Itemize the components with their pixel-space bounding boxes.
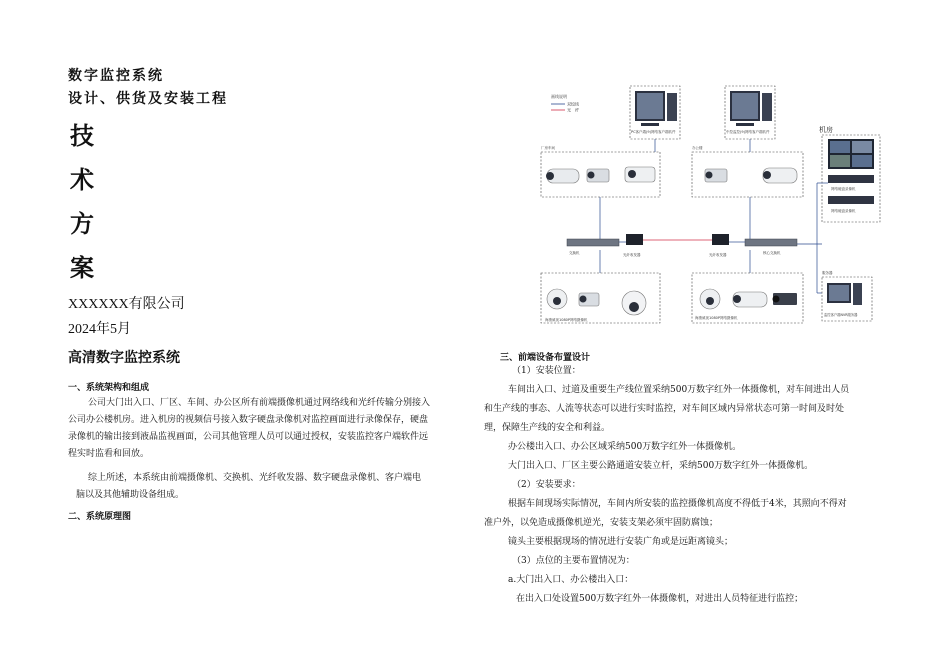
video-wall-screen — [830, 141, 850, 153]
factory-label: 厂房车间 — [541, 146, 555, 150]
body-line: （2）安装要求： — [512, 480, 581, 490]
para1-line: 录像机的输出接到液晶监视画面，公司其他管理人员可以通过授权，安装监控客户端软件远 — [68, 432, 429, 442]
fiber-left-label: 光纤收发器 — [623, 253, 641, 257]
dome-camera-icon — [547, 289, 567, 309]
nvr2-label: 网络硬盘录像机 — [831, 209, 856, 213]
video-wall-screen — [852, 141, 872, 153]
body-line: 根据车间现场实际情况，车间内所安装的监控摄像机高度不得低于4米，其照向不得对 — [508, 499, 847, 509]
video-wall-screen — [830, 155, 850, 167]
body-line: 办公楼出入口、办公区域采纳500万数字红外一体摄像机。 — [508, 442, 742, 452]
server-sub-label: 监控客户端NVR服务器 — [824, 313, 858, 317]
section1-title: 一、系统架构和组成 — [68, 383, 150, 393]
monitor-screen — [637, 93, 663, 119]
pc-tower-icon — [853, 283, 862, 305]
camera-icon — [579, 293, 599, 306]
section3-body — [484, 362, 896, 609]
cover-title-line1: 数字监控系统 — [68, 68, 164, 84]
cam-right-label: 海康威视1080P网络摄像机 — [695, 316, 738, 320]
keyboard-icon — [736, 123, 754, 126]
client-right-label: 中控监控(9)网络客户端软件 — [726, 130, 770, 134]
switch-icon — [567, 239, 619, 246]
para2-line: 综上所述，本系统由前端摄像机、交换机、光纤收发器、数字硬盘录像机、客户端电 — [88, 473, 422, 483]
cover-date: 2024年5月 — [68, 322, 131, 337]
body-line: 车间出入口、过道及重要生产线位置采纳500万数字红外一体摄像机，对车间进出人员 — [508, 385, 850, 395]
section1-para1 — [68, 395, 440, 463]
pc-tower-icon — [762, 93, 772, 121]
left-heading: 高清数字监控系统 — [68, 350, 180, 366]
para1-line: 程实时监看和回放。 — [68, 449, 150, 459]
body-line: （1）安装位置： — [512, 366, 581, 376]
ptz-camera-icon — [622, 291, 646, 315]
legend-item-fiber: 光 纤 — [567, 107, 579, 113]
camera-icon — [705, 169, 727, 182]
system-diagram — [537, 63, 885, 344]
camera-icon — [625, 167, 655, 182]
cover-char-3: 方 — [70, 209, 94, 238]
client-left-label: PC客户端(9)网络客户端软件 — [631, 130, 676, 134]
section1-para2 — [68, 470, 440, 504]
camera-icon — [587, 169, 609, 182]
dome-camera-icon — [700, 289, 720, 309]
body-line: 镜头主要根据现场的情况进行安装广角或是远距离镜头； — [508, 537, 734, 547]
cover-title-line2: 设计、供货及安装工程 — [68, 91, 228, 107]
camera-icon — [733, 292, 767, 307]
switch-icon — [745, 239, 797, 246]
body-line: （3）点位的主要布置情况为： — [512, 556, 635, 566]
para1-line: 公司大门出入口、厂区、车间、办公区所有前端摄像机通过网络线和光纤传输分别接入 — [88, 398, 431, 408]
body-line: 准户外，以免造成摄像机逆光，安装支架必须牢固防腐蚀； — [484, 518, 719, 528]
monitor-screen — [829, 285, 849, 301]
system-diagram-svg — [537, 63, 885, 344]
core-switch-label: 核心交换机 — [763, 251, 781, 255]
nvr-icon — [828, 196, 874, 204]
body-line: 大门出入口、厂区主要公路通道安装立杆，采纳500万数字红外一体摄像机。 — [508, 461, 814, 471]
nvr-icon — [828, 175, 874, 183]
room-label: 机房 — [819, 126, 833, 134]
cover-char-1: 技 — [70, 121, 94, 150]
body-line: a.大门出入口、办公楼出入口： — [508, 575, 634, 585]
camera-icon — [763, 168, 797, 183]
fiber-transceiver-icon — [626, 234, 643, 245]
fiber-right-label: 光纤收发器 — [709, 253, 727, 257]
twisted-pair-lines — [600, 139, 828, 293]
cam-left-label: 海康威视1080P网络摄像机 — [545, 318, 588, 322]
switch-left-label: 交换机 — [569, 251, 580, 255]
para2-line: 脑以及其他辅助设备组成。 — [76, 490, 185, 500]
camera-icon — [546, 169, 579, 183]
cover-char-4: 案 — [70, 253, 94, 282]
body-line: 和生产线的事态、人流等状态可以进行实时监控，对车间区域内异常状态可第一时间及时处 — [484, 404, 845, 414]
pc-tower-icon — [667, 93, 677, 121]
legend-item-twisted: 双绞线 — [567, 101, 579, 107]
office-label: 办公楼 — [692, 146, 703, 150]
box-camera-icon — [773, 293, 798, 305]
fiber-transceiver-icon — [712, 234, 729, 245]
legend-title: 画线说明 — [551, 94, 567, 99]
server-label: 服务器 — [822, 271, 833, 275]
section2-title: 二、系统原理图 — [68, 512, 132, 522]
cover-char-2: 术 — [70, 165, 94, 194]
para1-line: 公司办公楼机房。进入机房的视频信号接入数字硬盘录像机对监控画面进行录像保存，硬盘 — [68, 415, 429, 425]
keyboard-icon — [641, 123, 659, 126]
monitor-screen — [732, 93, 758, 119]
body-line: 在出入口处设置500万数字红外一体摄像机，对进出人员特征进行监控； — [516, 594, 804, 604]
nvr1-label: 网络硬盘录像机 — [831, 187, 856, 191]
video-wall-screen — [852, 155, 872, 167]
body-line: 理，保障生产线的安全和利益。 — [484, 423, 611, 433]
cover-company: XXXXXX有限公司 — [68, 297, 185, 312]
section3-title: 三、前端设备布置设计 — [500, 353, 591, 363]
